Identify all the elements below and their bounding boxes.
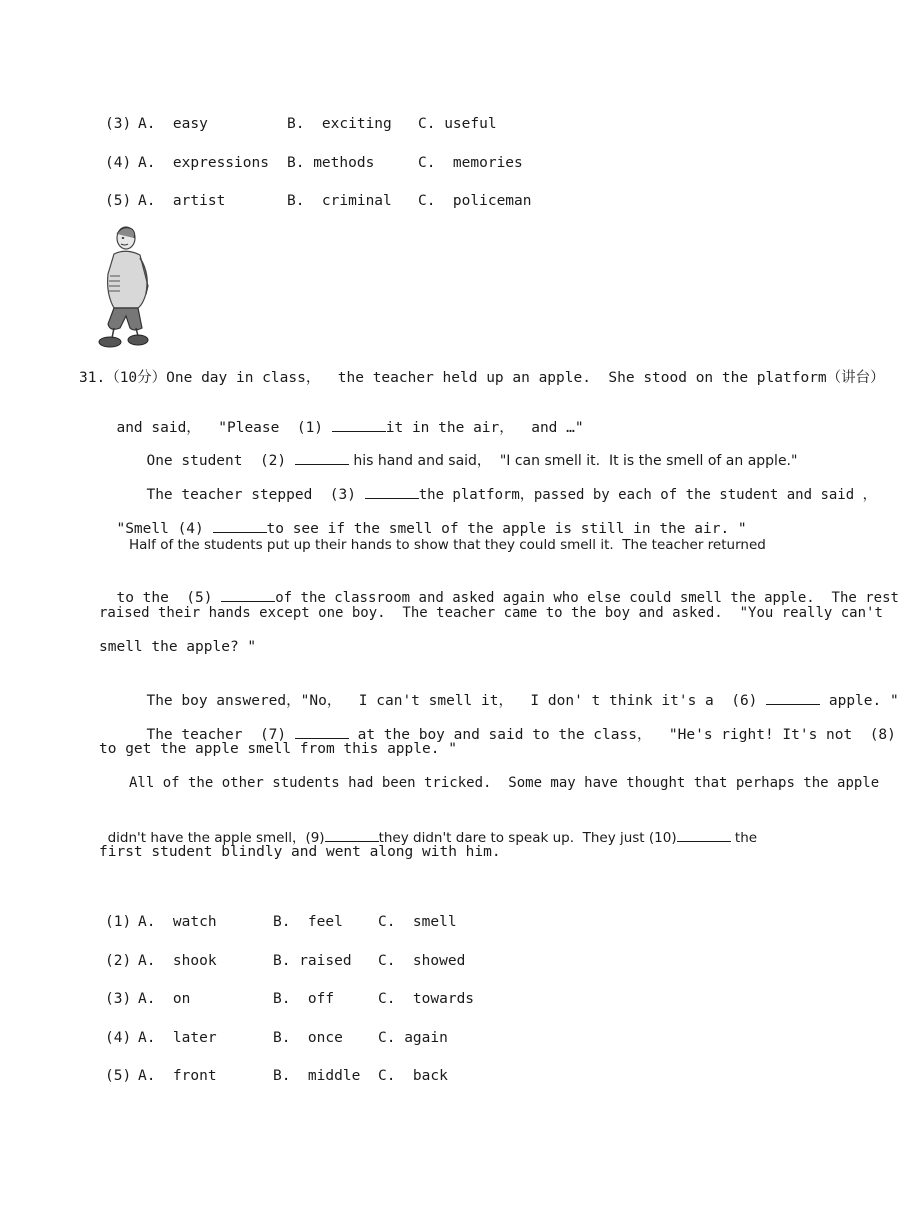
passage-line-14: didn't have the apple smell，(9) they didn't dare to speak up. They just (10) the [99,810,757,846]
passage-line-12: to get the apple smell from this apple. " [99,741,457,757]
passage-line-9: smell the apple? " [99,639,257,655]
answer-blank-6[interactable] [766,690,820,705]
option-a: A. on [138,991,191,1007]
option-a: A. easy [138,116,208,132]
passage-line-1: 31.（10分）One day in class， the teacher held up an apple. She stood on the platform（讲台） [79,370,885,386]
passage-line-10: The boy answered，"No， I can't smell it， I don' t think it's a (6) apple. " [129,673,899,710]
option-a: A. watch [138,914,217,930]
option-b: B. criminal [287,193,392,209]
man-illustration [96,224,156,350]
passage-line-4: The teacher stepped (3) the platform，passed by each of the student and said ， [129,468,877,504]
option-number: (3) [105,991,132,1007]
option-b: B. methods [287,155,375,171]
option-number: (2) [105,953,132,969]
option-b: B. once [273,1030,343,1046]
passage-line-13: All of the other students had been tricked. Some may have thought that perhaps the apple [129,775,880,791]
option-b: B. feel [273,914,343,930]
option-b: B. raised [273,953,352,969]
answer-blank-9[interactable] [325,827,379,842]
passage-line-6: Half of the students put up their hands to show that they could smell it. The teacher returned [129,537,766,553]
option-c: C. useful [418,116,497,132]
option-number: (4) [105,1030,132,1046]
option-number: (5) [105,193,132,209]
option-c: C. again [378,1030,448,1046]
option-number: (3) [105,116,132,132]
passage-line-11: The teacher (7) at the boy and said to the class， "He's right! It's not (8) [129,707,896,744]
option-c: C. back [378,1068,448,1084]
option-a: A. later [138,1030,217,1046]
option-a: A. shook [138,953,217,969]
answer-blank-2[interactable] [295,450,349,465]
option-b: B. exciting [287,116,392,132]
passage-line-5: "Smell (4) to see if the smell of the apple is still in the air. " [99,502,747,537]
passage-line-2: and said， "Please (1) it in the air， and …" [99,400,584,437]
option-number: (4) [105,155,132,171]
answer-blank-3[interactable] [365,484,419,499]
option-b: B. off [273,991,335,1007]
option-c: C. towards [378,991,475,1007]
option-c: C. policeman [418,193,532,209]
answer-blank-1[interactable] [332,417,386,432]
passage-line-15: first student blindly and went along with him. [99,844,501,860]
answer-blank-4[interactable] [213,518,267,533]
passage-line-3: One student (2) his hand and said， "I can smell it. It is the smell of an apple." [129,434,797,470]
option-a: A. front [138,1068,217,1084]
answer-blank-5[interactable] [221,587,275,602]
option-c: C. memories [418,155,523,171]
option-number: (5) [105,1068,132,1084]
passage-line-8: raised their hands except one boy. The teacher came to the boy and asked. "You really can't [99,605,883,621]
option-number: (1) [105,914,132,930]
answer-blank-7[interactable] [295,724,349,739]
option-a: A. artist [138,193,226,209]
passage-line-7: to the (5) of the classroom and asked again who else could smell the apple. The rest [99,571,899,606]
option-a: A. expressions [138,155,269,171]
option-b: B. middle [273,1068,361,1084]
option-c: C. showed [378,953,466,969]
answer-blank-10[interactable] [677,827,731,842]
option-c: C. smell [378,914,457,930]
